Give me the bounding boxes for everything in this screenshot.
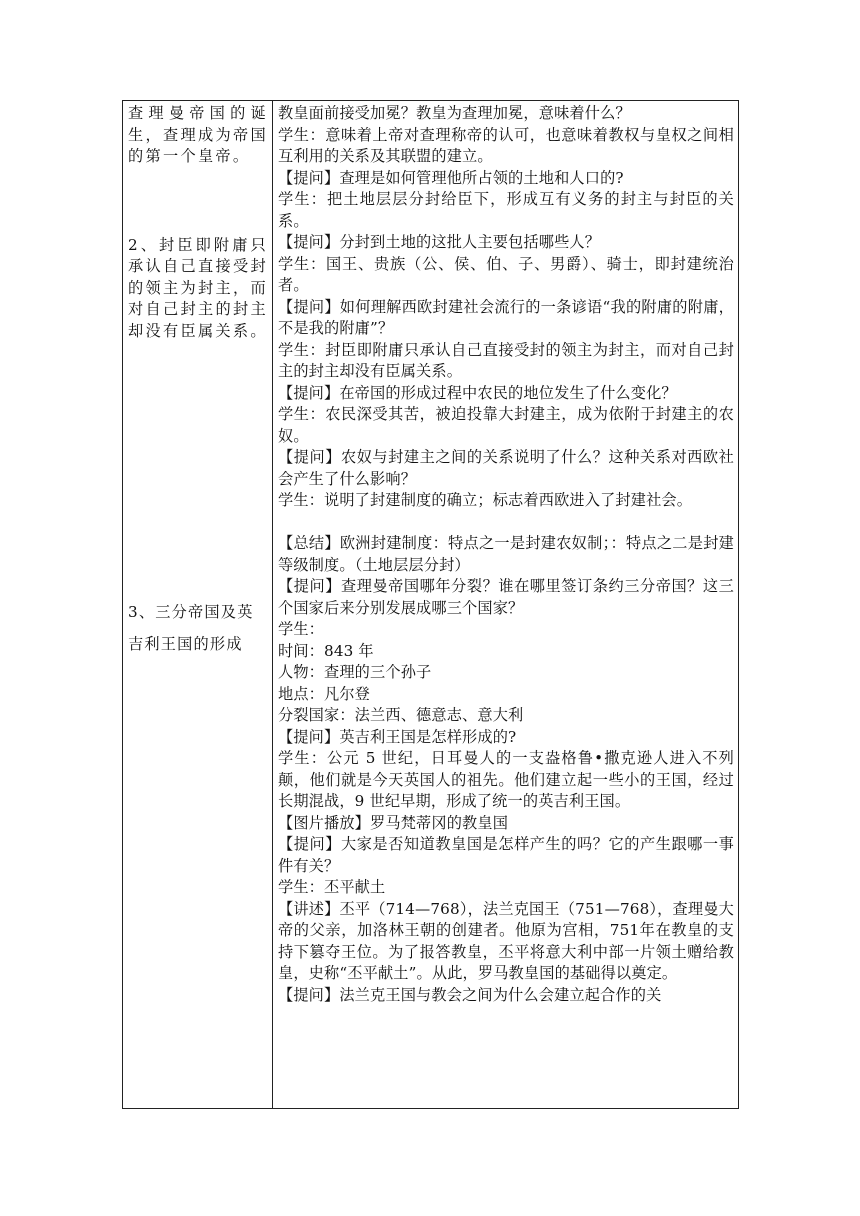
teacher-question: 【提问】大家是否知道教皇国是怎样产生的吗？它的产生跟哪一事件有关？ — [278, 835, 734, 875]
teacher-question: 【提问】法兰克王国与教会之间为什么会建立起合作的关 — [278, 985, 662, 1004]
teacher-question: 【提问】分封到土地的这批人主要包括哪些人？ — [278, 233, 601, 251]
student-answer: 学生：公元 5 世纪，日耳曼人的一支盎格鲁•撒克逊人进入不列颠，他们就是今天英国人的祖先。他们建立起一些小的王国，经过长期混战，9 世纪早期，形成了统一的英吉利王国。 — [278, 749, 734, 810]
student-answer: 学生：意味着上帝对查理称帝的认可，也意味着教权与皇权之间相互利用的关系及其联盟的建立。 — [278, 125, 734, 165]
answer-time: 时间：843 年 — [278, 641, 374, 660]
teacher-question: 【提问】如何理解西欧封建社会流行的一条谚语“我的附庸的附庸，不是我的附庸”？ — [278, 297, 734, 337]
topic-section-1: 查理曼帝国的诞生，查理成为帝国的第一个皇帝。 — [128, 104, 268, 165]
topic-section-3 — [128, 596, 268, 660]
topic-section-2: 2、封臣即附庸只承认自己直接受封的领主为封主，而对自己封主的封主却没有臣属关系。 — [128, 235, 268, 340]
answer-people: 人物：查理的三个孙子 — [278, 663, 432, 681]
answer-countries: 分裂国家：法兰西、德意志、意大利 — [278, 706, 524, 724]
student-answer: 学生：国王、贵族（公、侯、伯、子、男爵）、骑士，即封建统治者。 — [278, 254, 734, 294]
narration: 【讲述】丕平（714—768），法兰克国王（751—768），查理曼大帝的父亲，加洛林王朝的创建者。他原为宫相，751年在教皇的支持下篡夺王位。为了报答教皇，丕平将意大利中部一片领土赠给教皇，史称“丕平献土”。从此，罗马教皇国的基础得以奠定。 — [278, 899, 734, 982]
student-answer: 学生：丕平献土 — [278, 878, 386, 896]
student-answer: 学生：把土地层层分封给臣下，形成互有义务的封主与封臣的关系。 — [278, 190, 734, 230]
paragraph-1: 教皇面前接受加冕？教皇为查理加冕，意味着什么？ — [278, 104, 631, 122]
table-row — [123, 101, 739, 1109]
picture-display: 【图片播放】罗马梵蒂冈的教皇国 — [278, 813, 509, 832]
answer-place: 地点：凡尔登 — [278, 684, 371, 703]
topic-section-3-line-2: 吉利王国的形成 — [128, 635, 243, 653]
teacher-question: 【提问】在帝国的形成过程中农民的地位发生了什么变化？ — [278, 383, 677, 402]
blank-line — [278, 512, 734, 534]
topic-column — [123, 101, 273, 1109]
student-answer: 学生： — [278, 620, 325, 638]
teacher-question: 【提问】查理是如何管理他所占领的土地和人口的? — [278, 168, 624, 187]
lesson-table — [122, 100, 739, 1109]
student-answer: 学生：农民深受其苦，被迫投靠大封建主，成为依附于封建主的农奴。 — [278, 405, 734, 445]
student-answer: 学生：封臣即附庸只承认自己直接受封的领主为封主，而对自己封主的封主却没有臣属关系。 — [278, 340, 734, 380]
teacher-question: 【提问】农奴与封建主之间的关系说明了什么？这种关系对西欧社会产生了什么影响？ — [278, 448, 734, 488]
student-answer: 学生：说明了封建制度的确立；标志着西欧进入了封建社会。 — [278, 491, 693, 509]
teacher-question: 【提问】查理曼帝国哪年分裂？谁在哪里签订条约三分帝国？这三个国家后来分别发展成哪三个国家？ — [278, 577, 734, 617]
teacher-question: 【提问】英吉利王国是怎样形成的? — [278, 727, 517, 746]
activity-column — [273, 101, 739, 1109]
topic-section-3-line-1: 3、三分帝国及英 — [128, 603, 254, 621]
summary: 【总结】欧洲封建制度：特点之一是封建农奴制；：特点之二是封建等级制度。（土地层层分封） — [278, 534, 734, 574]
